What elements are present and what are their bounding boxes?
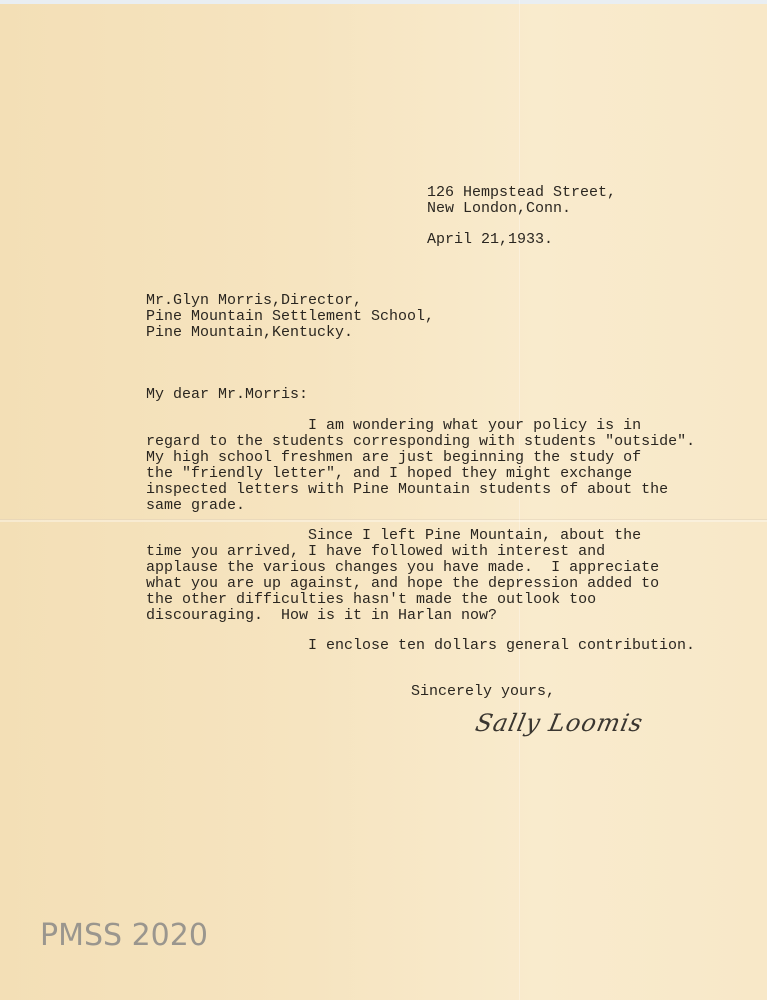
recipient-address [146, 293, 434, 341]
body-line: the "friendly letter", and I hoped they might exchange [146, 465, 633, 482]
enclosure-note: I enclose ten dollars general contribution. [308, 637, 696, 654]
recipient-line: Pine Mountain,Kentucky. [146, 324, 354, 341]
body-line: discouraging. How is it in Harlan now? [146, 607, 498, 624]
recipient-line: Pine Mountain Settlement School, [146, 308, 435, 325]
body-line: same grade. [146, 497, 246, 514]
body-line: time you arrived, I have followed with interest and [146, 543, 606, 560]
body-line: inspected letters with Pine Mountain students of about the [146, 481, 669, 498]
body-line: the other difficulties hasn't made the outlook too [146, 591, 597, 608]
paper-fold-horizontal [0, 519, 767, 522]
body-line: what you are up against, and hope the depression added to [146, 575, 660, 592]
body-line: Since I left Pine Mountain, about the [146, 527, 642, 544]
address-line: New London,Conn. [427, 200, 572, 217]
return-address [427, 185, 616, 217]
body-line: I am wondering what your policy is in [146, 417, 642, 434]
paragraph-2 [146, 528, 659, 624]
paper-top-edge [0, 0, 767, 4]
address-line: 126 Hempstead Street, [427, 184, 617, 201]
body-line: My high school freshmen are just beginning the study of [146, 449, 642, 466]
recipient-line: Mr.Glyn Morris,Director, [146, 292, 363, 309]
paragraph-1 [146, 418, 695, 514]
salutation: My dear Mr.Morris: [146, 386, 309, 403]
closing: Sincerely yours, [411, 683, 556, 700]
handwritten-signature: Sally Loomis [473, 709, 646, 737]
body-line: regard to the students corresponding with students "outside". [146, 433, 696, 450]
archive-watermark: PMSS 2020 [40, 918, 208, 953]
letter-date: April 21,1933. [427, 231, 554, 248]
body-line: applause the various changes you have made. I appreciate [146, 559, 660, 576]
